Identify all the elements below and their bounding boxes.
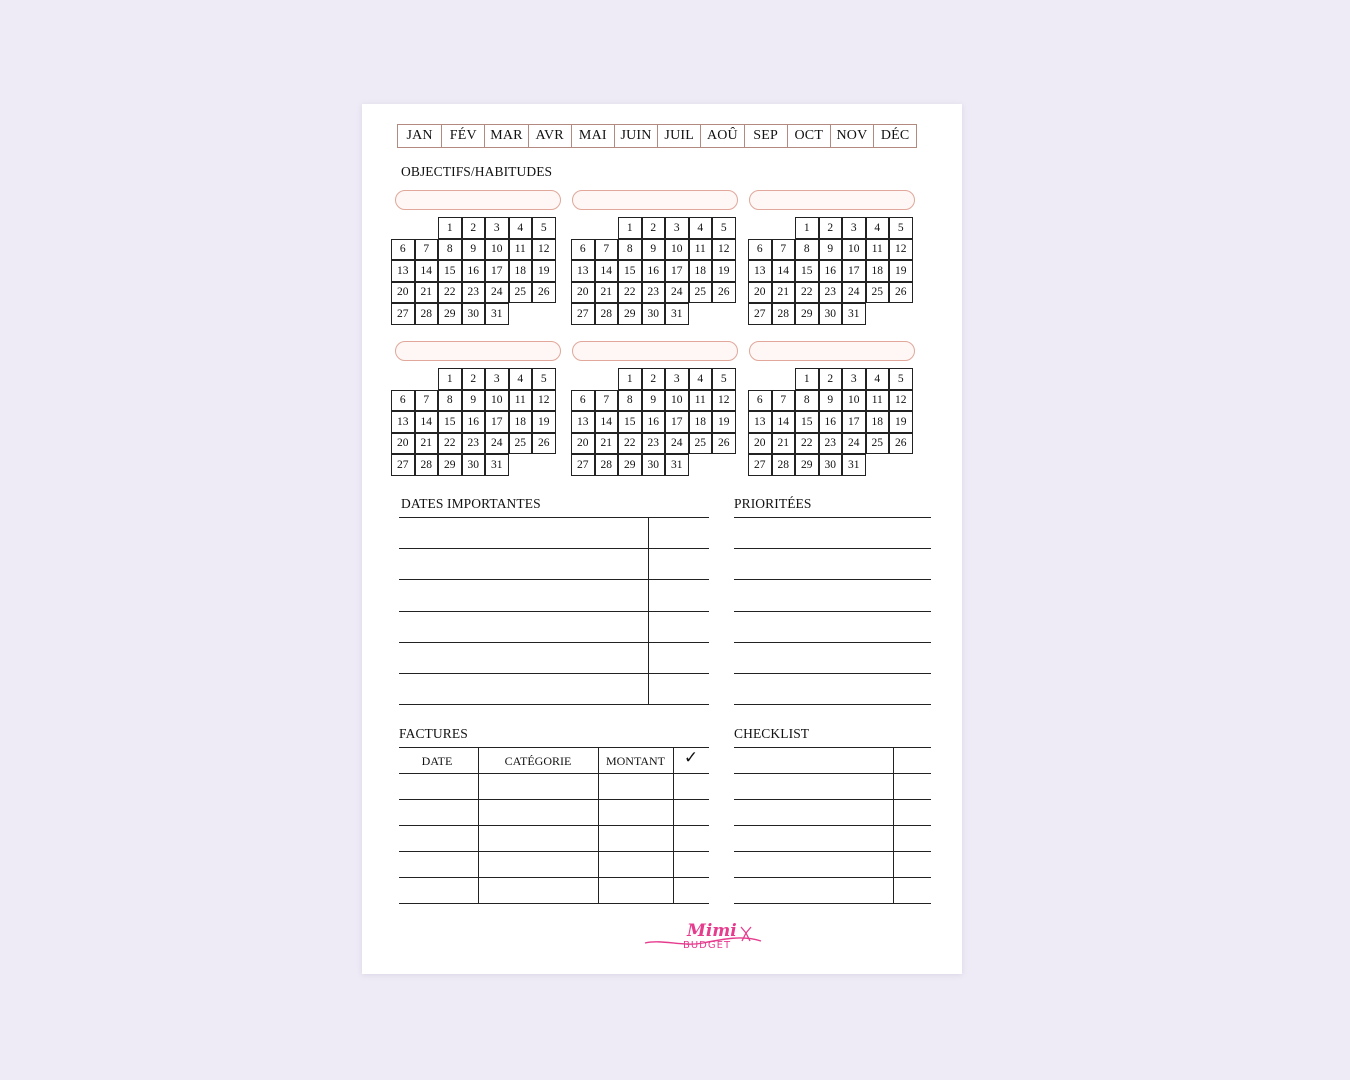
calendar-day[interactable]: 7 xyxy=(415,390,439,412)
table-line xyxy=(399,747,709,748)
calendar-day[interactable]: 13 xyxy=(391,411,415,433)
calendar-day[interactable]: 23 xyxy=(642,282,666,304)
calendar-day[interactable]: 21 xyxy=(772,433,796,455)
goal-name-field[interactable] xyxy=(572,190,738,210)
habit-calendar xyxy=(571,368,739,478)
month-tabs xyxy=(397,124,917,148)
calendar-day[interactable]: 21 xyxy=(415,433,439,455)
calendar-day[interactable]: 1 xyxy=(795,368,819,390)
priorities-title: PRIORITÉES xyxy=(734,496,812,511)
calendar-day[interactable]: 4 xyxy=(866,217,890,239)
calendar-day[interactable]: 19 xyxy=(532,411,556,433)
calendar-day[interactable]: 2 xyxy=(819,368,843,390)
table-line xyxy=(734,851,931,852)
calendar-day[interactable]: 30 xyxy=(642,454,666,476)
calendar-day[interactable]: 26 xyxy=(532,433,556,455)
calendar-day[interactable]: 23 xyxy=(819,433,843,455)
table-line xyxy=(673,747,674,904)
month-tab-mai[interactable]: MAI xyxy=(571,125,614,147)
calendar-day[interactable]: 22 xyxy=(438,282,462,304)
check-icon: ✓ xyxy=(683,748,699,768)
table-line xyxy=(734,825,931,826)
page-content xyxy=(397,104,943,974)
calendar-day[interactable]: 16 xyxy=(819,260,843,282)
calendar-day[interactable]: 8 xyxy=(618,239,642,261)
calendar-day[interactable]: 21 xyxy=(415,282,439,304)
calendar-day[interactable]: 29 xyxy=(618,454,642,476)
calendar-day[interactable]: 11 xyxy=(689,239,713,261)
calendar-day[interactable]: 2 xyxy=(642,217,666,239)
calendar-day[interactable]: 25 xyxy=(689,282,713,304)
calendar-day[interactable]: 30 xyxy=(462,454,486,476)
month-tab-oct[interactable]: OCT xyxy=(787,125,830,147)
calendar-day[interactable]: 25 xyxy=(509,282,533,304)
calendar-day[interactable]: 31 xyxy=(842,303,866,325)
table-line xyxy=(399,851,709,852)
table-line xyxy=(399,642,709,643)
calendar-day[interactable]: 15 xyxy=(438,260,462,282)
table-line xyxy=(399,773,709,774)
important-dates-title: DATES IMPORTANTES xyxy=(401,496,541,511)
table-line xyxy=(734,673,931,674)
calendar-day[interactable]: 23 xyxy=(642,433,666,455)
calendar-day[interactable]: 28 xyxy=(595,303,619,325)
calendar-day[interactable]: 5 xyxy=(532,368,556,390)
calendar-day[interactable]: 31 xyxy=(665,303,689,325)
table-line xyxy=(734,799,931,800)
calendar-day[interactable]: 9 xyxy=(819,239,843,261)
calendar-day[interactable]: 31 xyxy=(842,454,866,476)
calendar-day[interactable]: 12 xyxy=(532,239,556,261)
calendar-day[interactable]: 3 xyxy=(665,368,689,390)
calendar-day[interactable]: 11 xyxy=(509,390,533,412)
calendar-day[interactable]: 3 xyxy=(665,217,689,239)
calendar-day[interactable]: 7 xyxy=(772,390,796,412)
bills-header-category: CATÉGORIE xyxy=(504,754,572,768)
table-line xyxy=(478,747,479,904)
table-line xyxy=(399,548,709,549)
table-line xyxy=(734,517,931,518)
calendar-day[interactable]: 17 xyxy=(842,260,866,282)
calendar-day[interactable]: 8 xyxy=(618,390,642,412)
calendar-day[interactable]: 9 xyxy=(819,390,843,412)
habit-calendar xyxy=(391,368,559,478)
goals-title: OBJECTIFS/HABITUDES xyxy=(401,164,553,179)
calendar-day[interactable]: 10 xyxy=(485,239,509,261)
calendar-day[interactable]: 15 xyxy=(795,411,819,433)
calendar-day[interactable]: 30 xyxy=(819,454,843,476)
calendar-day[interactable]: 29 xyxy=(795,303,819,325)
calendar-day[interactable]: 4 xyxy=(509,368,533,390)
calendar-day[interactable]: 15 xyxy=(618,411,642,433)
calendar-day[interactable]: 27 xyxy=(571,454,595,476)
calendar-day[interactable]: 1 xyxy=(795,217,819,239)
calendar-day[interactable]: 8 xyxy=(438,390,462,412)
calendar-day[interactable]: 26 xyxy=(712,282,736,304)
table-line xyxy=(399,673,709,674)
calendar-day[interactable]: 25 xyxy=(689,433,713,455)
calendar-day[interactable]: 12 xyxy=(712,390,736,412)
calendar-day[interactable]: 7 xyxy=(415,239,439,261)
checklist-title: CHECKLIST xyxy=(734,726,810,741)
calendar-day[interactable]: 31 xyxy=(665,454,689,476)
calendar-day[interactable]: 20 xyxy=(748,433,772,455)
calendar-day[interactable]: 21 xyxy=(595,433,619,455)
calendar-day[interactable]: 11 xyxy=(866,390,890,412)
calendar-day[interactable]: 14 xyxy=(415,260,439,282)
calendar-day[interactable]: 26 xyxy=(889,433,913,455)
calendar-day[interactable]: 13 xyxy=(571,260,595,282)
calendar-day[interactable]: 16 xyxy=(462,411,486,433)
calendar-day[interactable]: 18 xyxy=(509,411,533,433)
calendar-day[interactable]: 12 xyxy=(889,390,913,412)
habit-calendar xyxy=(748,368,916,478)
table-line xyxy=(399,825,709,826)
calendar-day[interactable]: 30 xyxy=(462,303,486,325)
calendar-day[interactable]: 24 xyxy=(485,282,509,304)
month-tab-fev[interactable]: FÉV xyxy=(441,125,484,147)
calendar-day[interactable]: 14 xyxy=(772,411,796,433)
table-line xyxy=(598,747,599,904)
table-line xyxy=(734,877,931,878)
calendar-day[interactable]: 1 xyxy=(438,368,462,390)
calendar-day[interactable]: 22 xyxy=(438,433,462,455)
table-line xyxy=(399,877,709,878)
calendar-day[interactable]: 24 xyxy=(842,433,866,455)
calendar-day[interactable]: 25 xyxy=(866,282,890,304)
table-line xyxy=(399,903,709,904)
month-tab-nov[interactable]: NOV xyxy=(830,125,873,147)
calendar-day[interactable]: 29 xyxy=(438,454,462,476)
calendar-day[interactable]: 14 xyxy=(772,260,796,282)
month-tab-dec[interactable]: DÉC xyxy=(873,125,916,147)
calendar-day[interactable]: 17 xyxy=(485,411,509,433)
bills-header-date: DATE xyxy=(421,754,453,768)
calendar-day[interactable]: 4 xyxy=(689,368,713,390)
calendar-day[interactable]: 1 xyxy=(438,217,462,239)
calendar-day[interactable]: 5 xyxy=(712,368,736,390)
calendar-day[interactable]: 1 xyxy=(618,368,642,390)
calendar-day[interactable]: 29 xyxy=(438,303,462,325)
calendar-day[interactable]: 17 xyxy=(665,260,689,282)
calendar-day[interactable]: 13 xyxy=(391,260,415,282)
calendar-day[interactable]: 25 xyxy=(866,433,890,455)
calendar-day[interactable]: 3 xyxy=(842,217,866,239)
calendar-day[interactable]: 2 xyxy=(642,368,666,390)
calendar-day[interactable]: 11 xyxy=(689,390,713,412)
calendar-day[interactable]: 4 xyxy=(866,368,890,390)
calendar-day[interactable]: 8 xyxy=(795,390,819,412)
calendar-day[interactable]: 15 xyxy=(795,260,819,282)
month-tab-sep[interactable]: SEP xyxy=(744,125,787,147)
table-line xyxy=(734,579,931,580)
calendar-day[interactable]: 19 xyxy=(889,411,913,433)
calendar-day[interactable]: 6 xyxy=(391,390,415,412)
calendar-day[interactable]: 14 xyxy=(415,411,439,433)
calendar-day[interactable]: 27 xyxy=(391,303,415,325)
goal-name-field[interactable] xyxy=(572,341,738,361)
table-line xyxy=(734,611,931,612)
calendar-day[interactable]: 30 xyxy=(819,303,843,325)
calendar-day[interactable]: 4 xyxy=(509,217,533,239)
calendar-day[interactable]: 12 xyxy=(712,239,736,261)
table-line xyxy=(734,548,931,549)
calendar-day[interactable]: 6 xyxy=(571,390,595,412)
habit-calendar xyxy=(748,217,916,327)
calendar-day[interactable]: 12 xyxy=(889,239,913,261)
calendar-day[interactable]: 5 xyxy=(889,217,913,239)
calendar-day[interactable]: 9 xyxy=(462,239,486,261)
calendar-day[interactable]: 7 xyxy=(772,239,796,261)
calendar-day[interactable]: 10 xyxy=(842,390,866,412)
calendar-day[interactable]: 12 xyxy=(532,390,556,412)
calendar-day[interactable]: 18 xyxy=(689,411,713,433)
logo-budget-text: BUDGET xyxy=(683,940,732,951)
calendar-day[interactable]: 10 xyxy=(485,390,509,412)
calendar-day[interactable]: 24 xyxy=(665,282,689,304)
calendar-day[interactable]: 20 xyxy=(391,282,415,304)
calendar-day[interactable]: 28 xyxy=(595,454,619,476)
calendar-day[interactable]: 29 xyxy=(618,303,642,325)
bills-header-amount: MONTANT xyxy=(605,754,666,768)
calendar-day[interactable]: 17 xyxy=(485,260,509,282)
calendar-day[interactable]: 3 xyxy=(485,217,509,239)
calendar-day[interactable]: 19 xyxy=(889,260,913,282)
calendar-day[interactable]: 3 xyxy=(485,368,509,390)
calendar-day[interactable]: 28 xyxy=(415,303,439,325)
calendar-day[interactable]: 16 xyxy=(819,411,843,433)
calendar-day[interactable]: 13 xyxy=(748,411,772,433)
calendar-day[interactable]: 17 xyxy=(665,411,689,433)
calendar-day[interactable]: 10 xyxy=(665,239,689,261)
calendar-day[interactable]: 27 xyxy=(748,454,772,476)
calendar-day[interactable]: 23 xyxy=(462,282,486,304)
goal-name-field[interactable] xyxy=(395,190,561,210)
month-tab-avr[interactable]: AVR xyxy=(528,125,571,147)
calendar-day[interactable]: 27 xyxy=(748,303,772,325)
calendar-day[interactable]: 30 xyxy=(642,303,666,325)
calendar-day[interactable]: 24 xyxy=(842,282,866,304)
calendar-day[interactable]: 9 xyxy=(642,239,666,261)
calendar-day[interactable]: 18 xyxy=(866,411,890,433)
calendar-day[interactable]: 6 xyxy=(748,239,772,261)
calendar-day[interactable]: 14 xyxy=(595,411,619,433)
calendar-day[interactable]: 22 xyxy=(795,433,819,455)
calendar-day[interactable]: 3 xyxy=(842,368,866,390)
month-tab-aou[interactable]: AOÛ xyxy=(700,125,743,147)
calendar-day[interactable]: 26 xyxy=(712,433,736,455)
calendar-day[interactable]: 20 xyxy=(571,282,595,304)
calendar-day[interactable]: 20 xyxy=(391,433,415,455)
mimi-budget-logo xyxy=(643,917,763,953)
calendar-day[interactable]: 9 xyxy=(642,390,666,412)
goal-name-field[interactable] xyxy=(749,190,915,210)
calendar-day[interactable]: 5 xyxy=(712,217,736,239)
calendar-day[interactable]: 1 xyxy=(618,217,642,239)
table-line xyxy=(399,704,709,705)
calendar-day[interactable]: 24 xyxy=(485,433,509,455)
calendar-day[interactable]: 26 xyxy=(889,282,913,304)
calendar-day[interactable]: 18 xyxy=(689,260,713,282)
logo-script-text: Mimi xyxy=(687,921,737,941)
calendar-day[interactable]: 17 xyxy=(842,411,866,433)
calendar-day[interactable]: 19 xyxy=(712,411,736,433)
table-line xyxy=(734,747,931,748)
calendar-day[interactable]: 23 xyxy=(819,282,843,304)
calendar-day[interactable]: 28 xyxy=(772,303,796,325)
calendar-day[interactable]: 28 xyxy=(415,454,439,476)
table-line xyxy=(399,611,709,612)
calendar-day[interactable]: 6 xyxy=(571,239,595,261)
goal-name-field[interactable] xyxy=(749,341,915,361)
goal-name-field[interactable] xyxy=(395,341,561,361)
habit-calendar xyxy=(571,217,739,327)
calendar-day[interactable]: 15 xyxy=(438,411,462,433)
calendar-day[interactable]: 18 xyxy=(509,260,533,282)
table-line xyxy=(399,799,709,800)
calendar-day[interactable]: 6 xyxy=(391,239,415,261)
table-line xyxy=(734,642,931,643)
calendar-day[interactable]: 8 xyxy=(438,239,462,261)
calendar-day[interactable]: 29 xyxy=(795,454,819,476)
calendar-day[interactable]: 27 xyxy=(391,454,415,476)
calendar-day[interactable]: 2 xyxy=(819,217,843,239)
calendar-day[interactable]: 25 xyxy=(509,433,533,455)
calendar-day[interactable]: 18 xyxy=(866,260,890,282)
calendar-day[interactable]: 22 xyxy=(795,282,819,304)
month-tab-mar[interactable]: MAR xyxy=(484,125,527,147)
calendar-day[interactable]: 15 xyxy=(618,260,642,282)
calendar-day[interactable]: 8 xyxy=(795,239,819,261)
table-line xyxy=(399,517,709,518)
calendar-day[interactable]: 6 xyxy=(748,390,772,412)
calendar-day[interactable]: 16 xyxy=(642,411,666,433)
calendar-day[interactable]: 10 xyxy=(842,239,866,261)
table-line xyxy=(893,747,894,904)
calendar-day[interactable]: 28 xyxy=(772,454,796,476)
calendar-day[interactable]: 22 xyxy=(618,433,642,455)
calendar-day[interactable]: 20 xyxy=(571,433,595,455)
calendar-day[interactable]: 21 xyxy=(595,282,619,304)
calendar-day[interactable]: 7 xyxy=(595,239,619,261)
calendar-day[interactable]: 19 xyxy=(712,260,736,282)
calendar-day[interactable]: 7 xyxy=(595,390,619,412)
month-tab-jan[interactable]: JAN xyxy=(406,128,433,143)
calendar-day[interactable]: 11 xyxy=(509,239,533,261)
table-line xyxy=(399,579,709,580)
calendar-day[interactable]: 11 xyxy=(866,239,890,261)
calendar-day[interactable]: 31 xyxy=(485,303,509,325)
bills-title: FACTURES xyxy=(399,726,468,741)
calendar-day[interactable]: 24 xyxy=(665,433,689,455)
calendar-day[interactable]: 20 xyxy=(748,282,772,304)
table-line xyxy=(648,517,649,705)
calendar-day[interactable]: 2 xyxy=(462,368,486,390)
month-tab-juil[interactable]: JUIL xyxy=(657,125,700,147)
calendar-day[interactable]: 5 xyxy=(889,368,913,390)
calendar-day[interactable]: 27 xyxy=(571,303,595,325)
calendar-day[interactable]: 5 xyxy=(532,217,556,239)
calendar-day[interactable]: 26 xyxy=(532,282,556,304)
calendar-day[interactable]: 13 xyxy=(571,411,595,433)
calendar-day[interactable]: 13 xyxy=(748,260,772,282)
calendar-day[interactable]: 23 xyxy=(462,433,486,455)
calendar-day[interactable]: 4 xyxy=(689,217,713,239)
table-line xyxy=(734,773,931,774)
calendar-day[interactable]: 2 xyxy=(462,217,486,239)
calendar-day[interactable]: 14 xyxy=(595,260,619,282)
calendar-day[interactable]: 21 xyxy=(772,282,796,304)
calendar-day[interactable]: 9 xyxy=(462,390,486,412)
calendar-day[interactable]: 31 xyxy=(485,454,509,476)
calendar-day[interactable]: 19 xyxy=(532,260,556,282)
month-tab-juin[interactable]: JUIN xyxy=(614,125,657,147)
calendar-day[interactable]: 22 xyxy=(618,282,642,304)
calendar-day[interactable]: 16 xyxy=(462,260,486,282)
calendar-day[interactable]: 10 xyxy=(665,390,689,412)
calendar-day[interactable]: 16 xyxy=(642,260,666,282)
table-line xyxy=(734,704,931,705)
table-line xyxy=(734,903,931,904)
habit-calendar xyxy=(391,217,559,327)
